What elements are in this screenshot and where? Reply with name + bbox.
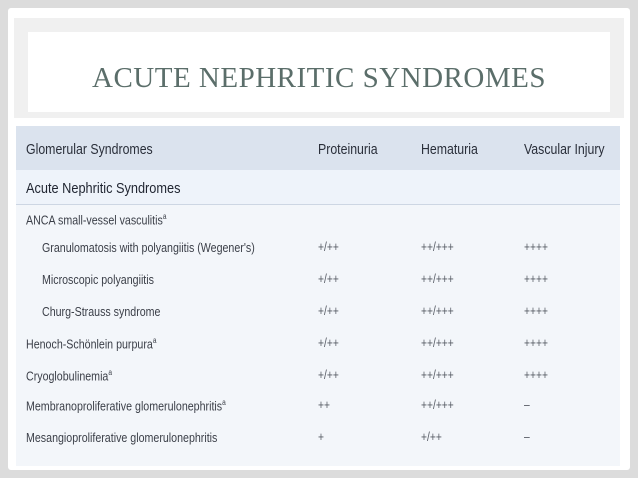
syndromes-table: [16, 126, 620, 466]
vascular-value: –: [524, 430, 530, 444]
syndrome-name: Membranoproliferative glomerulonephritis$^a$: [26, 398, 226, 414]
hematuria-value: ++/+++: [421, 304, 454, 318]
syndrome-name: Granulomatosis with polyangiitis (Wegener's): [42, 240, 255, 255]
title-panel: [28, 32, 610, 112]
hematuria-value: ++/+++: [421, 272, 454, 286]
table-header: [16, 126, 620, 170]
hematuria-value: ++/+++: [421, 240, 454, 254]
syndrome-name: ANCA small-vessel vasculitis$^a$: [26, 212, 167, 228]
hematuria-value: ++/+++: [421, 368, 454, 382]
footnote-marker: a: [162, 212, 167, 221]
proteinuria-value: +/++: [318, 304, 339, 318]
table-row: [16, 362, 620, 390]
slide: [8, 8, 630, 470]
header-proteinuria: Proteinuria: [318, 142, 378, 158]
footnote-marker: a: [108, 368, 113, 377]
vascular-value: ++++: [524, 368, 548, 382]
vascular-value: –: [524, 398, 530, 412]
section-header: [16, 170, 620, 205]
table-row: [16, 298, 620, 326]
proteinuria-value: +/++: [318, 240, 339, 254]
header-hematuria: Hematuria: [421, 142, 478, 158]
vascular-value: ++++: [524, 336, 548, 350]
table-row: [16, 330, 620, 358]
slide-title: ACUTE NEPHRITIC SYNDROMES: [92, 62, 546, 94]
syndrome-name: Churg-Strauss syndrome: [42, 304, 161, 319]
table-row: [16, 234, 620, 262]
proteinuria-value: ++: [318, 398, 330, 412]
table-row: [16, 424, 620, 452]
vascular-value: ++++: [524, 240, 548, 254]
hematuria-value: +/++: [421, 430, 442, 444]
title-bar: [14, 18, 624, 118]
syndrome-name: Henoch-Schönlein purpura$^a$: [26, 336, 157, 352]
header-vascular-injury: Vascular Injury: [524, 142, 605, 158]
vascular-value: ++++: [524, 272, 548, 286]
footnote-marker: a: [222, 398, 226, 407]
table-row: [16, 392, 620, 420]
proteinuria-value: +/++: [318, 336, 339, 350]
hematuria-value: ++/+++: [421, 336, 454, 350]
proteinuria-value: +/++: [318, 368, 339, 382]
syndrome-name: Cryoglobulinemia$^a$: [26, 368, 113, 384]
hematuria-value: ++/+++: [421, 398, 454, 412]
table-row: [16, 206, 620, 234]
vascular-value: ++++: [524, 304, 548, 318]
syndrome-name: Microscopic polyangiitis: [42, 272, 154, 287]
section-label: Acute Nephritic Syndromes: [26, 180, 181, 197]
footnote-marker: a: [152, 336, 157, 345]
proteinuria-value: +/++: [318, 272, 339, 286]
table-row: [16, 266, 620, 294]
proteinuria-value: +: [318, 430, 324, 444]
syndrome-name: Mesangioproliferative glomerulonephritis: [26, 430, 218, 445]
header-syndrome: Glomerular Syndromes: [26, 142, 153, 158]
